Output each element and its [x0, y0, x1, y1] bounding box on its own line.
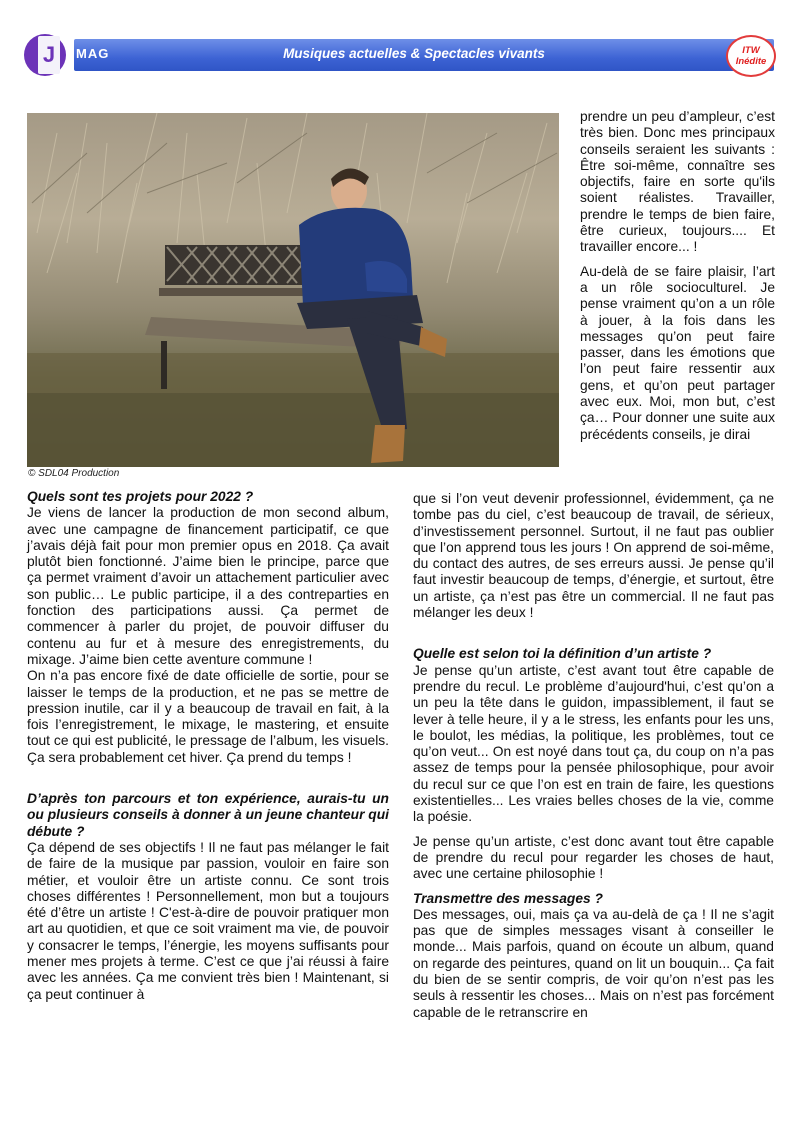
- question-heading: Quels sont tes projets pour 2022 ?: [27, 489, 254, 504]
- page-header: [24, 34, 776, 76]
- paragraph: Des messages, oui, mais ça va au-delà de ça ! Il ne s’agit pas que de simples messages visant à conseiller le monde... Mais parfois, quand on écoute un album, quand on regarde des peintures, quand on lit un bouquin... Ça fait du bien de se sentir compris, de voir qu’on n’est pas les seuls à ressentir les choses... Mais on n’est pas forcément capable de le retranscrire en: [413, 906, 774, 1020]
- paragraph: Je viens de lancer la production de mon second album, avec une campagne de financement participatif, ce que j’avais déjà fait pour mon premier opus en 2018. Ça avait plutôt bien fonctionné. J’aime bien le principe, parce que ça permet vraiment d’avoir un attachement particulier avec son public… Le public participe, il a des contreparties en fonction des participations aussi. Ça permet de commencer à parler du projet, de pouvoir diffuser du contenu au fur et à mesure des enregistrements, du mixage. J’aime bien cette aventure commune !: [27, 505, 389, 667]
- logo-text: MAG: [76, 46, 110, 61]
- paragraph: Je pense qu’un artiste, c’est donc avant tout être capable de prendre du recul pour regarder les choses de haut, avec une certaine philosophie !: [413, 833, 774, 882]
- paragraph: prendre un peu d’ampleur, c’est très bien. Donc mes principaux conseils seraient les suivants : Être soi-même, connaître ses objectifs, faire en sorte qu'ils soient réalistes. Travailler, prendre le temps de bien faire, être curieux, toujours.... Et travailler encore... !: [580, 109, 775, 255]
- article-left-column: [27, 489, 389, 1011]
- article-right-column: [413, 491, 774, 1029]
- paragraph: Au-delà de se faire plaisir, l’art a un rôle socioculturel. Je pense vraiment qu’on a un rôle à jouer, à la fois dans les messages qu’on peut faire passer, dans les émotions que l’on peut faire ressentir aux gens, et qu’on peut partager avec eux. Moi, mon but, c’est ça… Pour donner une suite aux précédents conseils, je dirai: [580, 263, 775, 442]
- logo-letter: J: [38, 36, 60, 74]
- question-heading: Quelle est selon toi la définition d’un artiste ?: [413, 646, 712, 662]
- paragraph: On n’a pas encore fixé de date officielle de sortie, pour se laisser le temps de la production, et ne pas se mettre de pression inutile, car il y a beaucoup de travail en fait, à la fois l’enregistrement, le mixage, le mastering, et ensuite tout ce qui est publicité, le pressage de l’album, les visuels. Ça sera probablement cet hiver. Ça prend du temps !: [27, 668, 389, 765]
- itw-badge: [726, 35, 776, 77]
- question-heading: Transmettre des messages ?: [413, 890, 603, 906]
- paragraph: que si l’on veut devenir professionnel, évidemment, ça ne tombe pas du ciel, c’est beaucoup de travail, de sérieux, d’investissement personnel. Surtout, il ne faut pas oublier que l’on apprend tous les jours ! On apprend de soi-même, du contact des autres, de ses erreurs aussi. Je pense qu’il faut investir beaucoup de temps, d’énergie, et surtout, être un artiste, ça n’est pas être un commercial. Il ne faut pas mélanger les deux !: [413, 491, 774, 621]
- photo-caption: © SDL04 Production: [28, 468, 120, 479]
- interview-photo: [27, 113, 559, 467]
- question-heading: D’après ton parcours et ton expérience, aurais-tu un ou plusieurs conseils à donner à un jeune chanteur qui débute ?: [27, 791, 389, 839]
- article-top-column: [580, 109, 775, 443]
- header-title: Musiques actuelles & Spectacles vivants: [283, 46, 545, 61]
- badge-line1: ITW: [742, 45, 760, 56]
- paragraph: Je pense qu’un artiste, c’est avant tout être capable de prendre du recul. Le problème d’aujourd'hui, c’est qu’on a un peu la tête dans le guidon, impassiblement, il faut se lever à telle heure, il y a le stress, les enfants pour les uns, le boulot, les médias, la politique, les problèmes, tout ce qu’on veut... On est noyé dans tout ça, du coup on n’a pas assez de temps pour la pensée philosophique, pour avoir du recul sur ce que l’on est en train de faire, les questions existentielles... Les vraies belles choses de la vie, comme la poésie.: [413, 662, 774, 825]
- photo-illustration: [27, 113, 559, 467]
- badge-line2: Inédite: [735, 56, 767, 67]
- paragraph: Ça dépend de ses objectifs ! Il ne faut pas mélanger le fait de faire de la musique par passion, vouloir en faire son métier, et vouloir être un artiste connu. Ce sont trois choses différentes ! Personnellement, mon but a toujours été d’être un artiste ! C'est-à-dire de pouvoir pratiquer mon art au quotidien, et que ce soit vraiment ma vie, de pouvoir y consacrer le temps, l’énergie, les moyens suffisants pour mener mes projets à terme. C’est ce que j’ai réussi à faire avec les années. Ça me convient très bien ! Maintenant, si ça peut continuer à: [27, 839, 389, 1002]
